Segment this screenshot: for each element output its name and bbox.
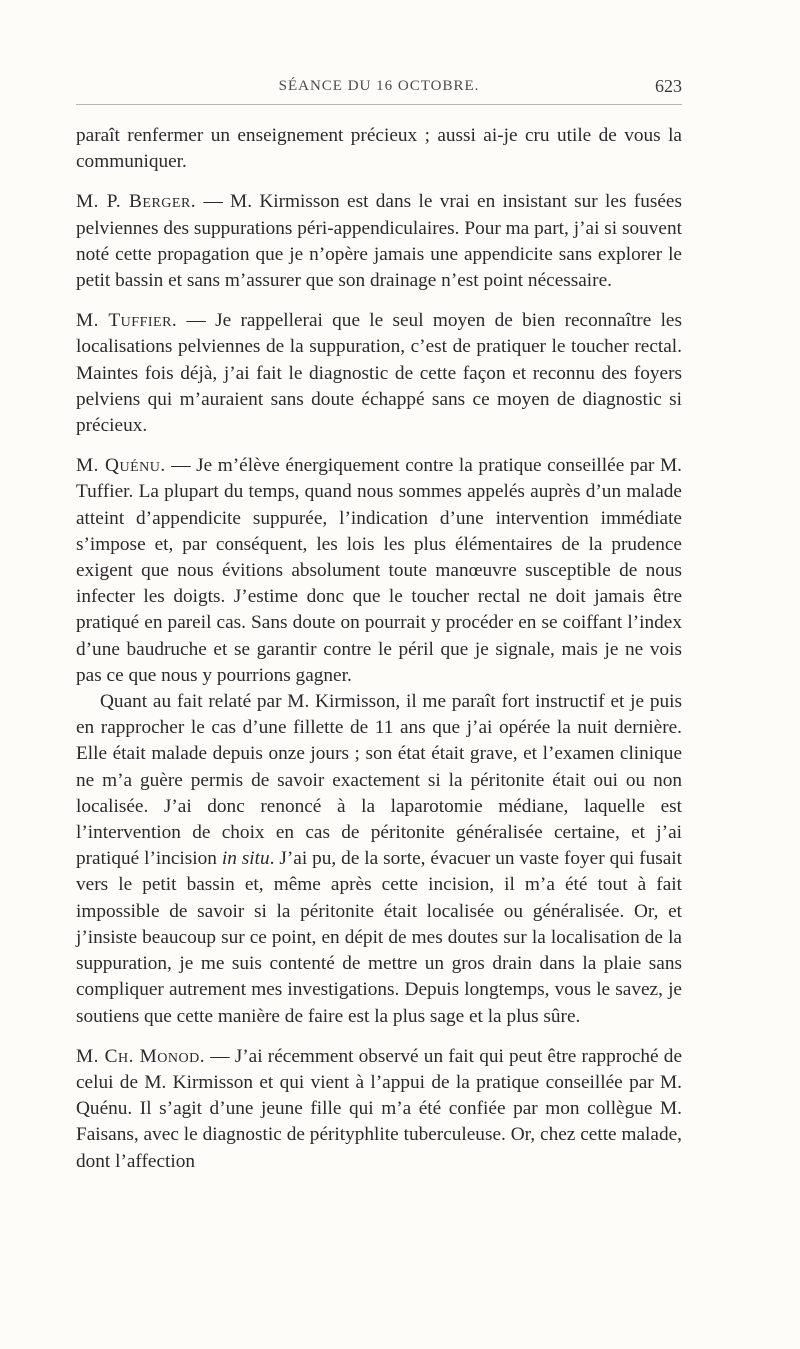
body-text [76, 123, 682, 1175]
paragraph-continuation: paraît renfermer un enseignement précieux ; aussi ai-je cru utile de vous la communiquer. [76, 125, 682, 173]
running-head: SÉANCE DU 16 OCTOBRE. [278, 78, 480, 94]
italic-term: in situ [221, 848, 270, 870]
speaker-name: M. Tuffier. [76, 310, 178, 332]
paragraph-tuffier: M. Tuffier. — Je rappellerai que le seul moyen de bien reconnaître les localisations pelviennes de la suppuration, c’est de pratiquer le toucher rectal. Maintes fois déjà, j’ai fait le diagnostic de cette façon et reconnu des foyers pelviens qui m’auraient sans doute échappé sans ce moyen de diagnostic si précieux. [76, 310, 682, 437]
page-number: 623 [655, 76, 682, 96]
paragraph-quenu: M. Quénu. — Je m’élève énergiquement contre la pratique conseillée par M. Tuffier. La plupart du temps, quand nous sommes appelés auprès d’un malade atteint d’appendicite suppurée, l’indication d’une intervention immédiate s’impose et, par conséquent, les lois les plus élémentaires de la prudence exigent que nous évitions absolument toute manœuvre susceptible de nous infecter les doigts. J’estime donc que le toucher rectal ne doit jamais être pratiqué en pareil cas. Sans doute on pourrait y procéder en se coiffant l’index d’une baudruche et se garantir contre le péril que je signale, mais je ne vois pas ce que nous y pourrions gagner. [76, 455, 682, 686]
document-page [76, 70, 682, 1175]
paragraph-quenu-continued: Quant au fait relaté par M. Kirmisson, il me paraît fort instructif et je puis en rapprocher le cas d’une fillette de 11 ans que j’ai opérée la nuit dernière. Elle était malade depuis onze jours ; son état était grave, et l’examen clinique ne m’a guère permis de savoir exactement si la péritonite était oui ou non localisée. J’ai donc renoncé à la laparotomie médiane, laquelle est l’intervention de choix en cas de péritonite généralisée certaine, et j’ai pratiqué l’incision in situ. J’ai pu, de la sorte, évacuer un vaste foyer qui fusait vers le petit bassin et, même après cette incision, il m’a été tout à fait impossible de savoir si la péritonite était localisée ou généralisée. Or, et j’insiste beaucoup sur ce point, en dépit de mes doutes sur la localisation de la suppuration, je me suis contenté de mettre un gros drain dans la plaie sans compliquer autrement mes investigations. Depuis longtemps, vous le savez, je soutiens que cette manière de faire est la plus sage et la plus sûre. [76, 691, 682, 1027]
speaker-name: M. Quénu. [76, 455, 166, 477]
speaker-name: M. Ch. Monod. [76, 1045, 206, 1067]
speaker-name: M. P. Berger. [76, 191, 197, 213]
page-header [76, 70, 682, 105]
paragraph-monod: M. Ch. Monod. — J’ai récemment observé un fait qui peut être rapproché de celui de M. Kirmisson et qui vient à l’appui de la pratique conseillée par M. Quénu. Il s’agit d’une jeune fille qui m’a été confiée par mon collègue M. Faisans, avec le diagnostic de pérityphlite tuberculeuse. Or, chez cette malade, dont l’affection [76, 1045, 682, 1172]
paragraph-berger: M. P. Berger. — M. Kirmisson est dans le vrai en insistant sur les fusées pelviennes des suppurations péri-appendiculaires. Pour ma part, j’ai si souvent noté cette propagation que je n’opère jamais une appendicite sans explorer le petit bassin et sans m’assurer que son drainage n’est point nécessaire. [76, 191, 682, 292]
